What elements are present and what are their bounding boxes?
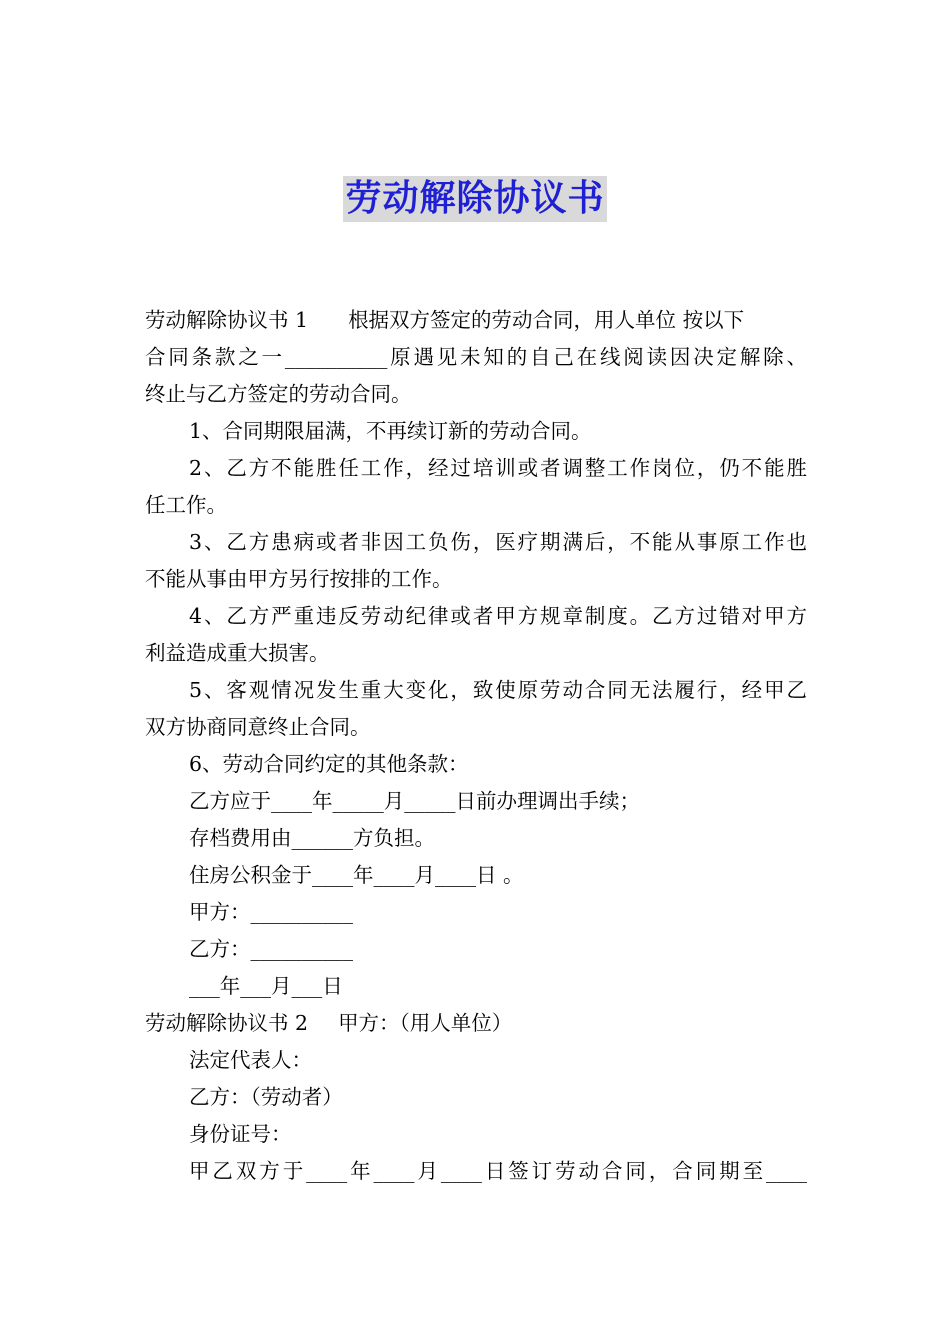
form-line: 身份证号： (189, 1122, 292, 1146)
form-line: 乙方应于____年_____月_____日前办理调出手续； (189, 789, 640, 813)
clause-item: 1、合同期限届满，不再续订新的劳动合同。 (189, 419, 592, 443)
signature-line-party-b: 乙方：__________ (189, 937, 353, 961)
section-heading-2: 劳动解除协议书 2 (145, 1011, 309, 1035)
paragraph-line: 利益造成重大损害。 (145, 641, 330, 665)
paragraph-line (145, 1005, 807, 1042)
paragraph-line: 双方协商同意终止合同。 (145, 715, 371, 739)
section-heading-1: 劳动解除协议书 1 (145, 308, 309, 332)
clause-item: 5、客观情况发生重大变化，致使原劳动合同无法履行，经甲乙 (189, 678, 807, 702)
clause-item: 4、乙方严重违反劳动纪律或者甲方规章制度。乙方过错对甲方 (189, 604, 807, 628)
body-text: 甲方：（用人单位） (338, 1011, 513, 1035)
clause-item: 3、乙方患病或者非因工负伤，医疗期满后，不能从事原工作也 (189, 530, 807, 554)
form-line: 乙方：（劳动者） (189, 1085, 343, 1109)
paragraph-line: 合同条款之一__________原遇见未知的自己在线阅读因决定解除、 (145, 345, 807, 369)
title-wrap (0, 176, 950, 222)
signature-line-party-a: 甲方：__________ (189, 900, 353, 924)
body-text: 根据双方签定的劳动合同，用人单位 按以下 (348, 308, 745, 332)
form-line: 法定代表人： (189, 1048, 312, 1072)
paragraph-line: 终止与乙方签定的劳动合同。 (145, 382, 412, 406)
form-line: 住房公积金于____年____月____日 。 (189, 863, 524, 887)
paragraph-line: 任工作。 (145, 493, 227, 517)
form-line: 存档费用由______方负担。 (189, 826, 435, 850)
paragraph-line (145, 302, 807, 339)
clause-item: 6、劳动合同约定的其他条款： (189, 752, 469, 776)
document-title: 劳动解除协议书 (343, 176, 606, 222)
paragraph-line: 甲乙双方于____年____月____日签订劳动合同，合同期至____ (189, 1159, 807, 1183)
clause-item: 2、乙方不能胜任工作，经过培训或者调整工作岗位，仍不能胜 (189, 456, 807, 480)
date-line: ___年___月___日 (189, 974, 343, 998)
document-body (145, 302, 807, 1190)
paragraph-line: 不能从事由甲方另行按排的工作。 (145, 567, 453, 591)
